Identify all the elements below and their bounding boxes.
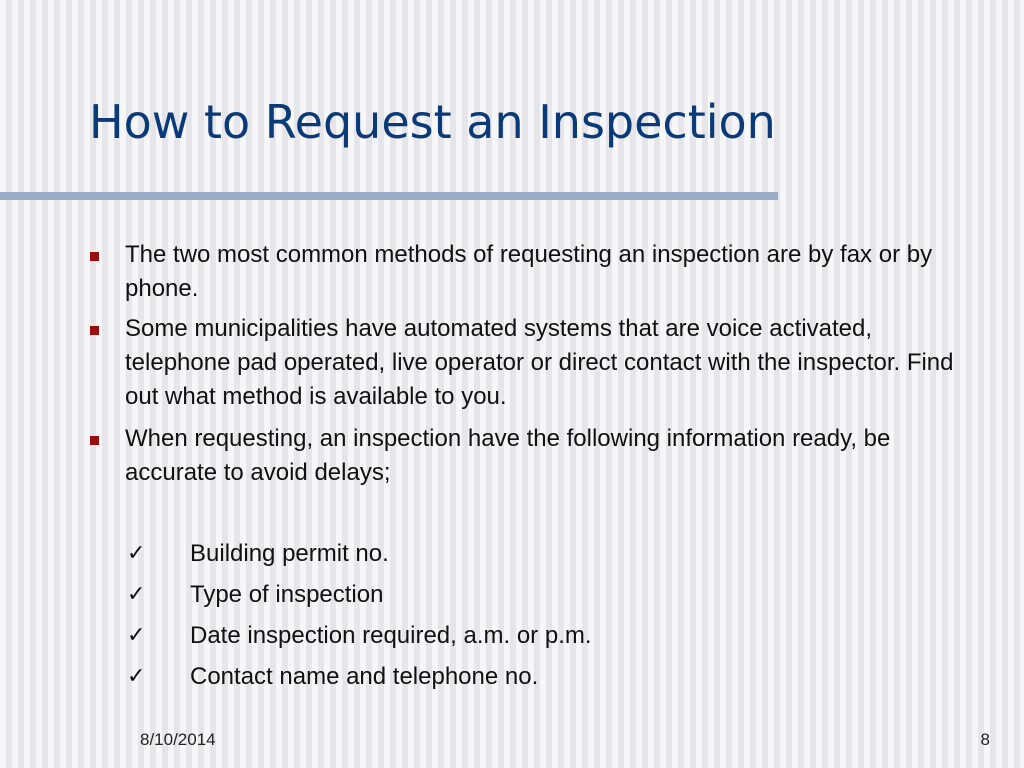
checklist-item <box>0 661 800 697</box>
square-bullet-icon <box>90 326 99 335</box>
footer-date: 8/10/2014 <box>140 730 216 749</box>
bullet-text: The two most common methods of requesting an inspection are by fax or by phone. <box>125 241 933 302</box>
checkmark-icon: ✓ <box>127 541 146 566</box>
bullet-text: Some municipalities have automated systems that are voice activated, telephone pad operated, live operator or direct contact with the inspector. Find out what method is available to you. <box>125 315 954 410</box>
checklist-item-text: Date inspection required, a.m. or p.m. <box>190 622 592 649</box>
checklist-item-text: Type of inspection <box>190 581 384 608</box>
checklist-item <box>0 538 800 574</box>
title-underline-rule <box>0 192 778 200</box>
slide-title: How to Request an Inspection <box>89 95 776 149</box>
checklist-item-text: Contact name and telephone no. <box>190 663 539 690</box>
bullet-text: When requesting, an inspection have the following information ready, be accurate to avoid delays; <box>125 425 891 486</box>
checkmark-icon: ✓ <box>127 623 146 648</box>
checkmark-icon: ✓ <box>127 664 146 689</box>
page-number: 8 <box>980 730 990 749</box>
checklist-item <box>0 579 800 615</box>
checkmark-icon: ✓ <box>127 582 146 607</box>
square-bullet-icon <box>90 252 99 261</box>
checklist-item-text: Building permit no. <box>190 540 389 567</box>
checklist-item <box>0 620 800 656</box>
square-bullet-icon <box>90 436 99 445</box>
